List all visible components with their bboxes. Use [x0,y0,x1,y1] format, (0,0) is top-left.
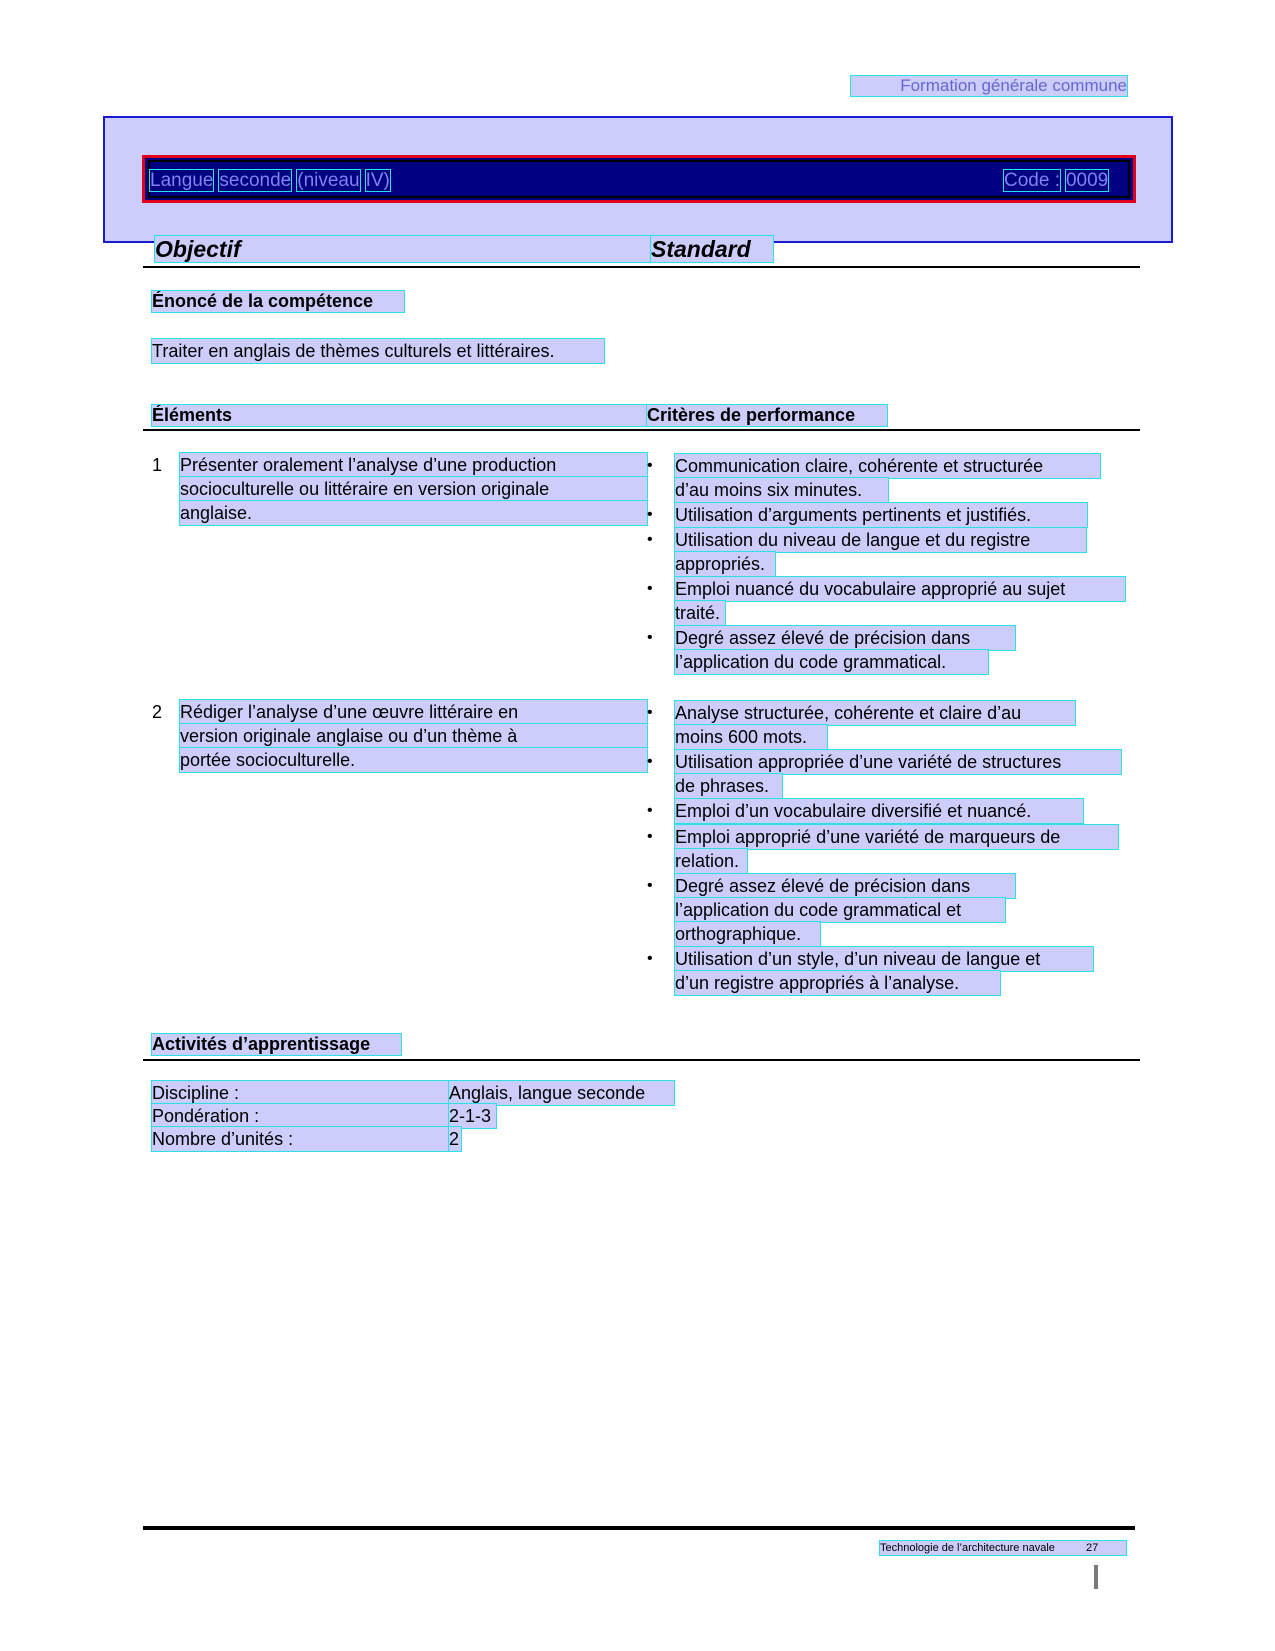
element-number: 1 [152,455,163,475]
criterion-line: appropriés. [675,552,775,576]
course-title-word: IV) [365,170,390,191]
bullet-icon: • [647,629,653,646]
course-title-word: seconde [219,170,292,191]
criterion-line: Utilisation d’un style, d’un niveau de langue et [675,947,1093,971]
criterion-line: Utilisation appropriée d’une variété de structures [675,750,1121,774]
criterion-line: l’application du code grammatical. [675,650,988,674]
element-line: version originale anglaise ou d’un thème à [180,724,647,748]
running-header-text: Formation générale commune [900,76,1127,95]
criterion-line: orthographique. [675,922,820,946]
bullet-icon: • [647,704,653,721]
footer-mark [1094,1565,1098,1589]
criterion-line: traité. [675,601,725,625]
footer-title: Technologie de l’architecture navale [880,1542,1055,1554]
activities-rule [143,1059,1140,1061]
standard-heading-text: Standard [651,236,751,262]
criterion-line: de phrases. [675,774,782,798]
table-header-rule [143,429,1140,431]
criterion-line: moins 600 mots. [675,725,827,749]
course-code [1004,170,1114,192]
criterion-line: Communication claire, cohérente et structurée [675,454,1100,478]
ponderation-value: 2-1-3 [449,1104,496,1128]
footer [880,1541,1126,1555]
bullet-icon: • [647,506,653,523]
criterion-line: Degré assez élevé de précision dans [675,626,1015,650]
criteria-label: Critères de performance [647,405,887,426]
criterion-line: l’application du code grammatical et [675,898,1005,922]
criterion-line: Emploi d’un vocabulaire diversifié et nuancé. [675,799,1083,823]
objectif-heading-text: Objectif [155,236,241,262]
criterion-line: relation. [675,849,747,873]
course-title-word: Langue [150,170,214,191]
criterion-line: Emploi approprié d’une variété de marqueurs de [675,825,1118,849]
objectif-heading [155,236,651,262]
discipline-key: Discipline : [152,1081,449,1105]
element-line: socioculturelle ou littéraire en version originale [180,477,647,501]
element-line: anglaise. [180,501,647,525]
running-header [851,76,1127,96]
competence-label: Énoncé de la compétence [152,291,404,312]
discipline-value: Anglais, langue seconde [449,1081,674,1105]
course-code-value: 0009 [1065,170,1109,191]
criterion-line: d’un registre appropriés à l’analyse. [675,971,1000,995]
bullet-icon: • [647,877,653,894]
element-line: Présenter oralement l’analyse d’une production [180,453,647,477]
course-title-word: (niveau [297,170,360,191]
bullet-icon: • [647,457,653,474]
element-number: 2 [152,702,163,722]
bullet-icon: • [647,802,653,819]
ponderation-key: Pondération : [152,1104,449,1128]
criterion-line: Degré assez élevé de précision dans [675,874,1015,898]
criterion-line: Emploi nuancé du vocabulaire approprié au sujet [675,577,1125,601]
bullet-icon: • [647,828,653,845]
page-number: 27 [1085,1542,1099,1554]
bullet-icon: • [647,753,653,770]
units-value: 2 [449,1129,460,1149]
footer-rule [143,1526,1135,1530]
course-code-label: Code : [1004,170,1060,191]
criterion-line: d’au moins six minutes. [675,478,888,502]
elements-label: Éléments [152,405,647,426]
criterion-line: Utilisation du niveau de langue et du registre [675,528,1086,552]
activities-label: Activités d’apprentissage [152,1034,401,1055]
competence-text: Traiter en anglais de thèmes culturels et littéraires. [152,339,604,363]
standard-heading [651,236,773,262]
bullet-icon: • [647,580,653,597]
criterion-line: Analyse structurée, cohérente et claire d’au [675,701,1075,725]
course-title [150,170,396,192]
bullet-icon: • [647,950,653,967]
criterion-line: Utilisation d’arguments pertinents et justifiés. [675,503,1087,527]
element-line: portée socioculturelle. [180,748,647,772]
bullet-icon: • [647,531,653,548]
element-line: Rédiger l’analyse d’une œuvre littéraire en [180,700,647,724]
units-key: Nombre d’unités : [152,1127,449,1151]
heading-rule [143,266,1140,268]
